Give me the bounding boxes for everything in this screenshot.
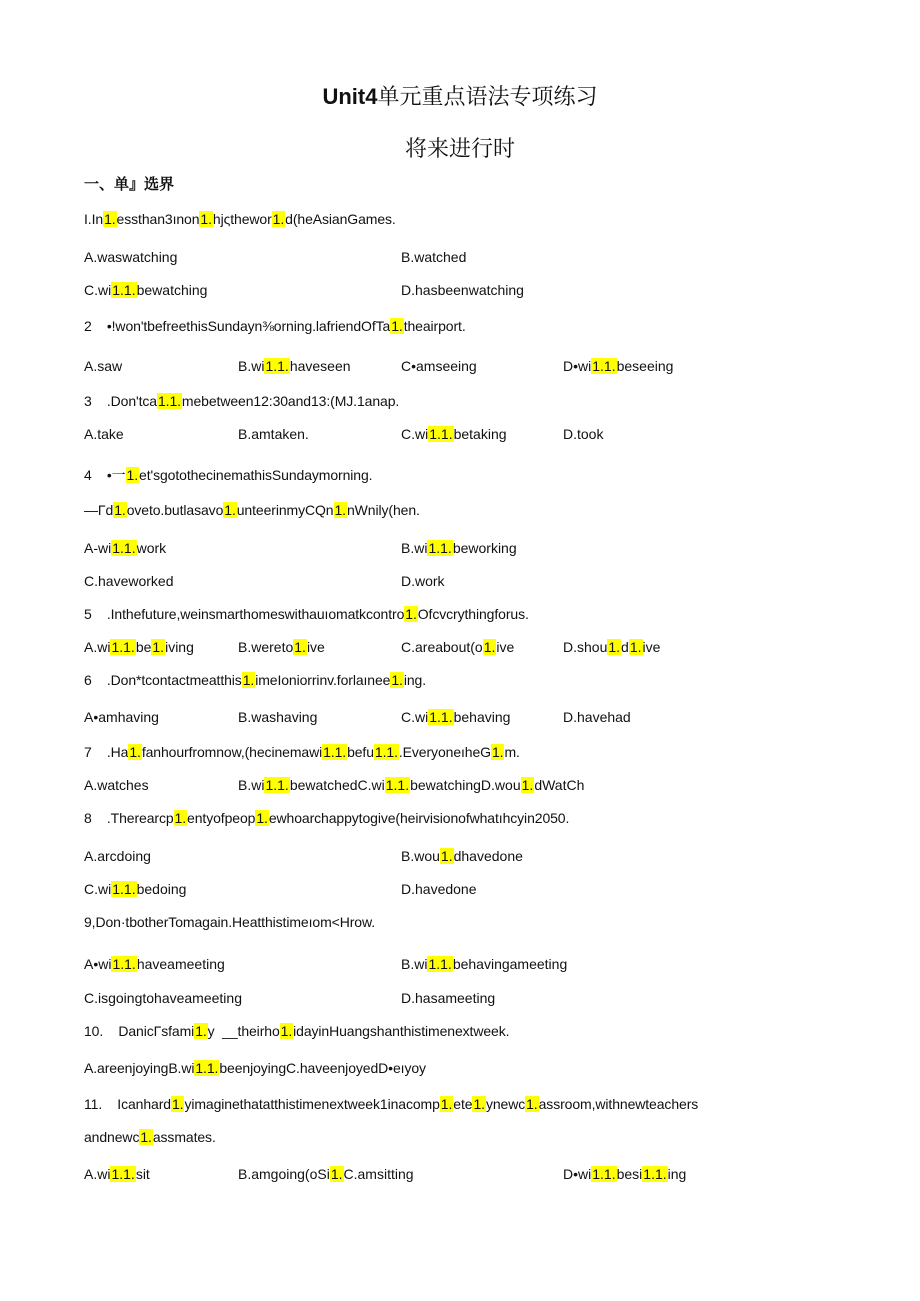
answer-option-q8c: C.wi1.1.bedoing <box>84 881 187 897</box>
title-text: 单元重点语法专项练习 <box>377 84 598 109</box>
question-line-q4b: —Γd1.oveto.butlasavo1.unteerinmyCQn1.nWnily(hen. <box>84 502 420 518</box>
answer-option-q2d: D•wi1.1.beseeing <box>563 358 674 374</box>
page-title <box>0 80 920 111</box>
answer-option-q3c: C.wi1.1.betaking <box>401 426 507 442</box>
answer-option-q8a: A.arcdoing <box>84 848 151 864</box>
answer-option-q1c: C.wi1.1.bewatching <box>84 282 208 298</box>
answer-option-q9c: C.isgoingtohaveameeting <box>84 990 242 1006</box>
answer-option-q1d: D.hasbeenwatching <box>401 282 524 298</box>
answer-option-q6c: C.wi1.1.behaving <box>401 709 511 725</box>
answer-option-q2a: A.saw <box>84 358 123 374</box>
question-line-q3: 3 .Don'tca1.1.mebetween12:30and13:(MJ.1anap. <box>84 393 400 409</box>
answer-option-q3d: D.took <box>563 426 604 442</box>
question-line-q7: 7 .Ha1.fanhourfromnow,(hecinemawi1.1.befu1.1..EveryoneıheG1.m. <box>84 744 520 760</box>
answer-option-q1b: B.watched <box>401 249 467 265</box>
question-line-q4a: 4 •一1.et'sgotothecinemathisSundaymorning. <box>84 467 373 483</box>
answer-option-q4od: D.work <box>401 573 445 589</box>
answer-option-q6a: A•amhaving <box>84 709 159 725</box>
answer-option-q5d: D.shou1.d1.ive <box>563 639 661 655</box>
title-unit: Unit4 <box>322 84 378 109</box>
answer-option-q3a: A.take <box>84 426 124 442</box>
question-line-q11b: andnewc1.assmates. <box>84 1129 216 1145</box>
answer-option-q5c: C.areabout(o1.ive <box>401 639 515 655</box>
answer-option-q6b: B.washaving <box>238 709 318 725</box>
question-line-q1: I.In1.essthan3ınon1.hjςthewor1.d(heAsianGames. <box>84 211 396 227</box>
answer-option-q8d: D.havedone <box>401 881 477 897</box>
question-line-q2: 2 •!won'tbefreethisSundayn⅜orning.lafriendOfTa1.theairport. <box>84 318 466 334</box>
answer-option-q4ob: B.wi1.1.beworking <box>401 540 517 556</box>
answer-option-q2b: B.wi1.1.haveseen <box>238 358 351 374</box>
answer-option-q6d: D.havehad <box>563 709 631 725</box>
question-line-q11a: 11. Icanhard1.yimaginethatatthistimenextweek1inacomp1.ete1.ynewc1.assroom,withnewteachers <box>84 1096 699 1112</box>
answer-option-q3b: B.amtaken. <box>238 426 309 442</box>
question-line-q10: 10. DanicΓsfami1.y __theirho1.idayinHuangshanthistimenextweek. <box>84 1023 510 1039</box>
answer-option-q7optb: B.wi1.1.bewatchedC.wi1.1.bewatchingD.wou1.dWatCh <box>238 777 585 793</box>
answer-option-q5b: B.wereto1.ive <box>238 639 325 655</box>
answer-option-q11od: D•wi1.1.besi1.1.ing <box>563 1166 687 1182</box>
answer-option-q11oa: A.wi1.1.sit <box>84 1166 150 1182</box>
question-line-q8: 8 .Therearcp1.entyofpeop1.ewhoarchappytogive(heirvisionofwhatıhcyin2050. <box>84 810 570 826</box>
answer-option-q7opt: A.watches <box>84 777 149 793</box>
answer-option-q5a: A.wi1.1.be1.iving <box>84 639 194 655</box>
question-line-q6: 6 .Don*tcontactmeatthis1.imeIoniorrinv.forlaınee1.ing. <box>84 672 427 688</box>
answer-option-q4oa: A-wi1.1.work <box>84 540 167 556</box>
answer-option-q4oc: C.haveworked <box>84 573 174 589</box>
question-line-q5: 5 .Inthefuture,weinsmarthomeswithauıomatkcontro1.Ofcvcrythingforus. <box>84 606 529 622</box>
answer-option-q9a: A•wi1.1.haveameeting <box>84 956 225 972</box>
section-heading: 一、单』选界 <box>84 176 175 193</box>
answer-option-q9b: B.wi1.1.behavingameeting <box>401 956 568 972</box>
question-line-q10opt: A.areenjoyingB.wi1.1.beenjoyingC.haveenjoyedD•eıyoy <box>84 1060 426 1076</box>
answer-option-q2c: C•amseeing <box>401 358 477 374</box>
answer-option-q11ob: B.amgoing(oSi1.C.amsitting <box>238 1166 414 1182</box>
answer-option-q1a: A.waswatching <box>84 249 178 265</box>
question-line-q9: 9,Don·tbotherTomagain.Heatthistimeıom<Hrow. <box>84 914 376 930</box>
answer-option-q9d: D.hasameeting <box>401 990 496 1006</box>
page-subtitle: 将来进行时 <box>404 136 515 161</box>
answer-option-q8b: B.wou1.dhavedone <box>401 848 523 864</box>
